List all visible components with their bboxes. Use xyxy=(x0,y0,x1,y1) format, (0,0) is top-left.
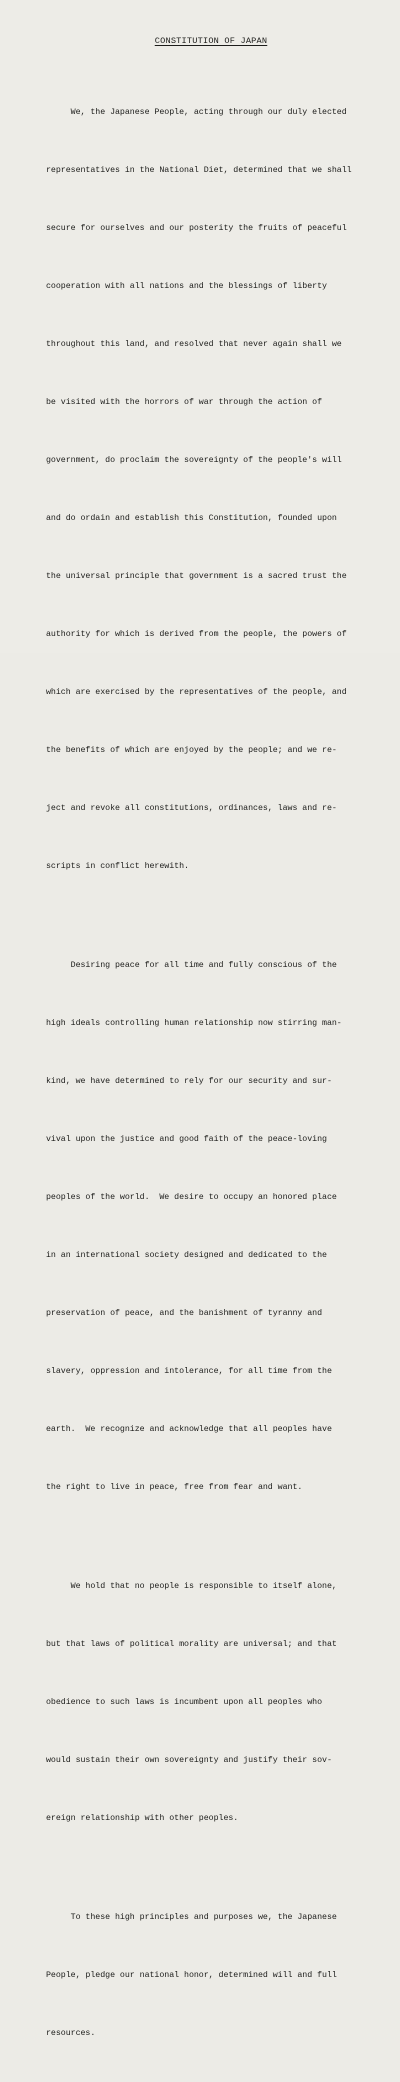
text-line: authority for which is derived from the people, the powers of xyxy=(46,629,347,639)
paragraph-4 xyxy=(46,1869,354,2082)
text-line: would sustain their own sovereignty and justify their sov- xyxy=(46,1755,332,1765)
text-line: which are exercised by the representatives of the people, and xyxy=(46,688,347,697)
text-line: ject and revoke all constitutions, ordinances, laws and re- xyxy=(46,804,337,814)
text-line: throughout this land, and resolved that never again shall we xyxy=(46,339,342,349)
text-line: slavery, oppression and intolerance, for all time from the xyxy=(46,1367,332,1377)
text-line: ereign relationship with other peoples. xyxy=(46,1813,239,1823)
paragraph-1 xyxy=(46,64,354,915)
text-line: but that laws of political morality are universal; and that xyxy=(46,1639,337,1649)
text-line: high ideals controlling human relationship now stirring man- xyxy=(46,1018,342,1028)
text-line: in an international society designed and dedicated to the xyxy=(46,1250,327,1260)
paragraph-3 xyxy=(46,1538,354,1867)
text-line: government, do proclaim the sovereignty of the people's will xyxy=(46,455,342,465)
text-line: resources. xyxy=(46,2028,96,2038)
text-line: the universal principle that government is a sacred trust the xyxy=(46,571,347,581)
text-line: representatives in the National Diet, determined that we shall xyxy=(46,165,352,175)
text-line: obedience to such laws is incumbent upon all peoples who xyxy=(46,1697,323,1707)
text-line: vival upon the justice and good faith of the peace-loving xyxy=(46,1134,327,1144)
document-title: CONSTITUTION OF JAPAN xyxy=(154,36,268,46)
text-line: preservation of peace, and the banishment of tyranny and xyxy=(46,1309,323,1318)
text-line: cooperation with all nations and the blessings of liberty xyxy=(46,281,327,291)
text-line: secure for ourselves and our posterity the fruits of peaceful xyxy=(46,223,347,233)
text-line: Desiring peace for all time and fully conscious of the xyxy=(46,960,337,970)
paragraph-2 xyxy=(46,917,354,1536)
text-line: the benefits of which are enjoyed by the people; and we re- xyxy=(46,746,337,756)
text-line: People, pledge our national honor, determined will and full xyxy=(46,1970,337,1980)
text-line: scripts in conflict herewith. xyxy=(46,862,189,872)
text-line: To these high principles and purposes we, the Japanese xyxy=(46,1912,337,1922)
text-line: earth. We recognize and acknowledge that all peoples have xyxy=(46,1425,332,1435)
text-line: We, the Japanese People, acting through our duly elected xyxy=(46,107,347,117)
text-line: kind, we have determined to rely for our security and sur- xyxy=(46,1076,332,1086)
text-line: We hold that no people is responsible to itself alone, xyxy=(46,1581,337,1591)
text-line: and do ordain and establish this Constitution, founded upon xyxy=(46,513,337,523)
text-line: peoples of the world. We desire to occupy an honored place xyxy=(46,1192,337,1202)
text-line: be visited with the horrors of war through the action of xyxy=(46,397,323,407)
text-line: the right to live in peace, free from fear and want. xyxy=(46,1483,303,1493)
